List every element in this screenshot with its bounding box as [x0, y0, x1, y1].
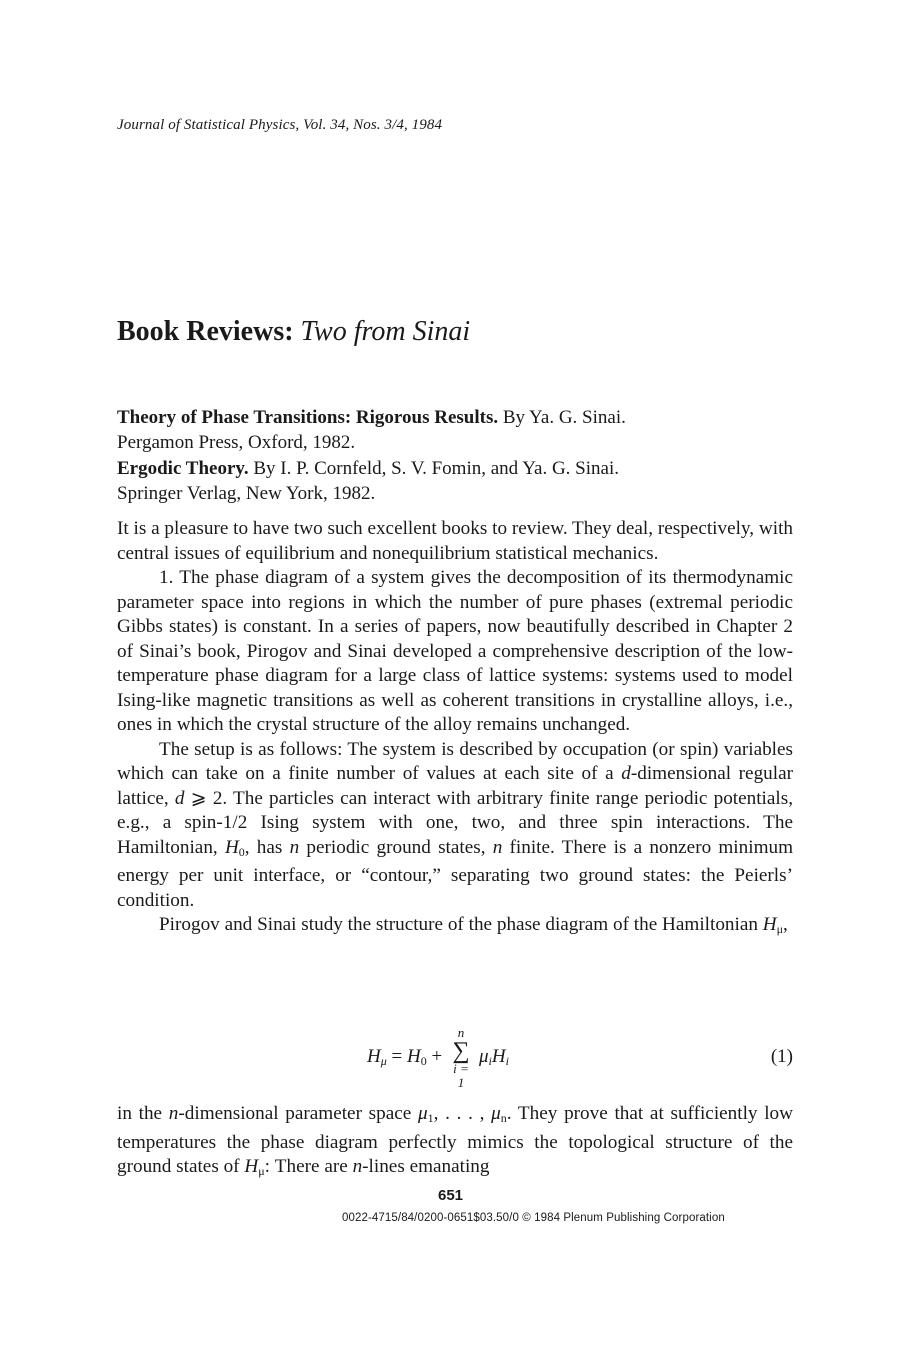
summation [450, 1026, 472, 1090]
p4-var-H: H [762, 914, 777, 935]
sum-upper-limit: n [457, 1025, 465, 1040]
p5-var-n: n [168, 1103, 179, 1124]
p3-var-n: n [289, 836, 300, 858]
p3-var-d: d [621, 763, 631, 784]
p3-text-a: The setup is as follows: The system is described by occupation (or spin) variables which can take on a finite number of values at each site of a [117, 738, 793, 784]
p5-sub-1: 1 [427, 1111, 434, 1125]
paragraph-4 [117, 913, 793, 942]
p5-var-mu2: μ [491, 1103, 501, 1124]
title-bold: Book Reviews: [117, 316, 294, 347]
book-1-publisher: Pergamon Press, Oxford, 1982. [117, 432, 356, 453]
eq-sub-0: 0 [420, 1054, 427, 1068]
p5-sub-mu: μ [258, 1164, 265, 1178]
body-text-lower [117, 1102, 793, 1184]
p5-text-d: . They prove that at sufficiently low temperatures the phase diagram perfectly mimics the topological structure of the ground states of [117, 1103, 794, 1177]
eq-sub-mu: μ [380, 1054, 387, 1068]
p5-text-c: , . . . , [433, 1103, 492, 1124]
sum-sign: ∑ [452, 1038, 470, 1064]
p3-text-d: , has [244, 836, 290, 858]
sum-lower-limit: i = 1 [453, 1061, 469, 1090]
book-1-authors: By Ya. G. Sinai. [502, 407, 626, 428]
p3-text-b: -dimensional regular lattice, [117, 763, 794, 809]
paragraph-3 [117, 738, 793, 914]
p5-var-H: H [244, 1156, 259, 1177]
page-number: 651 [437, 1187, 464, 1204]
equation-lhs [367, 1046, 442, 1069]
title-italic: Two from Sinai [300, 316, 471, 347]
p4-text-b: , [783, 914, 788, 935]
body-text-upper [117, 517, 793, 942]
copyright-line: 0022-4715/84/0200-0651$03.50/0 © 1984 Plenum Publishing Corporation [342, 1212, 725, 1224]
book-2-title: Ergodic Theory. [117, 458, 249, 479]
book-2-authors: By I. P. Cornfeld, S. V. Fomin, and Ya. G. Sinai. [253, 458, 619, 479]
p3-text-e: periodic ground states, [299, 836, 493, 858]
book-2-publisher: Springer Verlag, New York, 1982. [117, 483, 376, 504]
eq-equals: = [386, 1046, 407, 1067]
p3-text-c: ⩾ 2. The particles can interact with arbitrary finite range periodic potentials, e.g., a spin-1/2 Ising system with one, two, and three spin interactions. The Hamiltonian, [117, 787, 793, 858]
equation-number: (1) [770, 1046, 793, 1067]
paragraph-1: It is a pleasure to have two such excellent books to review. They deal, respectively, with central issues of equilibrium and nonequilibrium statistical mechanics. [117, 518, 793, 564]
p4-text-a: Pirogov and Sinai study the structure of the phase diagram of the Hamiltonian [159, 914, 763, 935]
book-entry-1 [117, 405, 793, 455]
p3-text-f: finite. There is a nonzero minimum energy per unit interface, or “contour,” separating two ground states: the Peierls’ condition. [117, 836, 794, 911]
journal-citation: Journal of Statistical Physics, Vol. 34, Nos. 3/4, 1984 [117, 117, 443, 133]
eq-H0: H [406, 1046, 421, 1067]
p5-var-n2: n [352, 1156, 363, 1177]
p3-sub-0: 0 [238, 844, 245, 859]
eq-H-mu: H [367, 1046, 381, 1067]
p3-var-H: H [224, 836, 239, 858]
eq-sub-i: i [488, 1054, 492, 1068]
eq-plus: + [426, 1046, 443, 1067]
eq-sub-i2: i [505, 1054, 509, 1068]
p5-text-f: -lines emanating [362, 1156, 490, 1177]
p3-var-n2: n [492, 836, 503, 858]
eq-H-i: H [491, 1046, 506, 1067]
paragraph-2: 1. The phase diagram of a system gives the decomposition of its thermodynamic parameter space into regions in which the number of pure phases (extremal periodic Gibbs states) is constant. In a series of papers, now beautifully described in Chapter 2 of Sinai’s book, Pirogov and Sinai developed a comprehensive description of the low-temperature phase diagram for a large class of lattice systems: systems used to model Ising-like magnetic transitions as well as coherent transitions in crystalline alloys, i.e., ones in which the crystal structure of the alloy remains unchanged. [117, 567, 793, 735]
p5-text-e: : There are [264, 1156, 353, 1177]
book-1-title: Theory of Phase Transitions: Rigorous Results. [117, 407, 499, 428]
book-entry-2 [117, 456, 793, 506]
equation-1 [117, 1026, 793, 1096]
p3-var-d2: d [174, 787, 185, 809]
paragraph-5 [117, 1102, 793, 1184]
p4-sub-mu: μ [776, 922, 784, 936]
p5-sub-n: n [500, 1111, 507, 1125]
page-title [117, 316, 470, 348]
eq-mu-i: μ [479, 1046, 489, 1067]
p5-text-a: in the [117, 1103, 169, 1124]
equation-term [479, 1046, 509, 1069]
p5-text-b: -dimensional parameter space [178, 1103, 418, 1124]
p5-var-mu: μ [417, 1103, 428, 1124]
